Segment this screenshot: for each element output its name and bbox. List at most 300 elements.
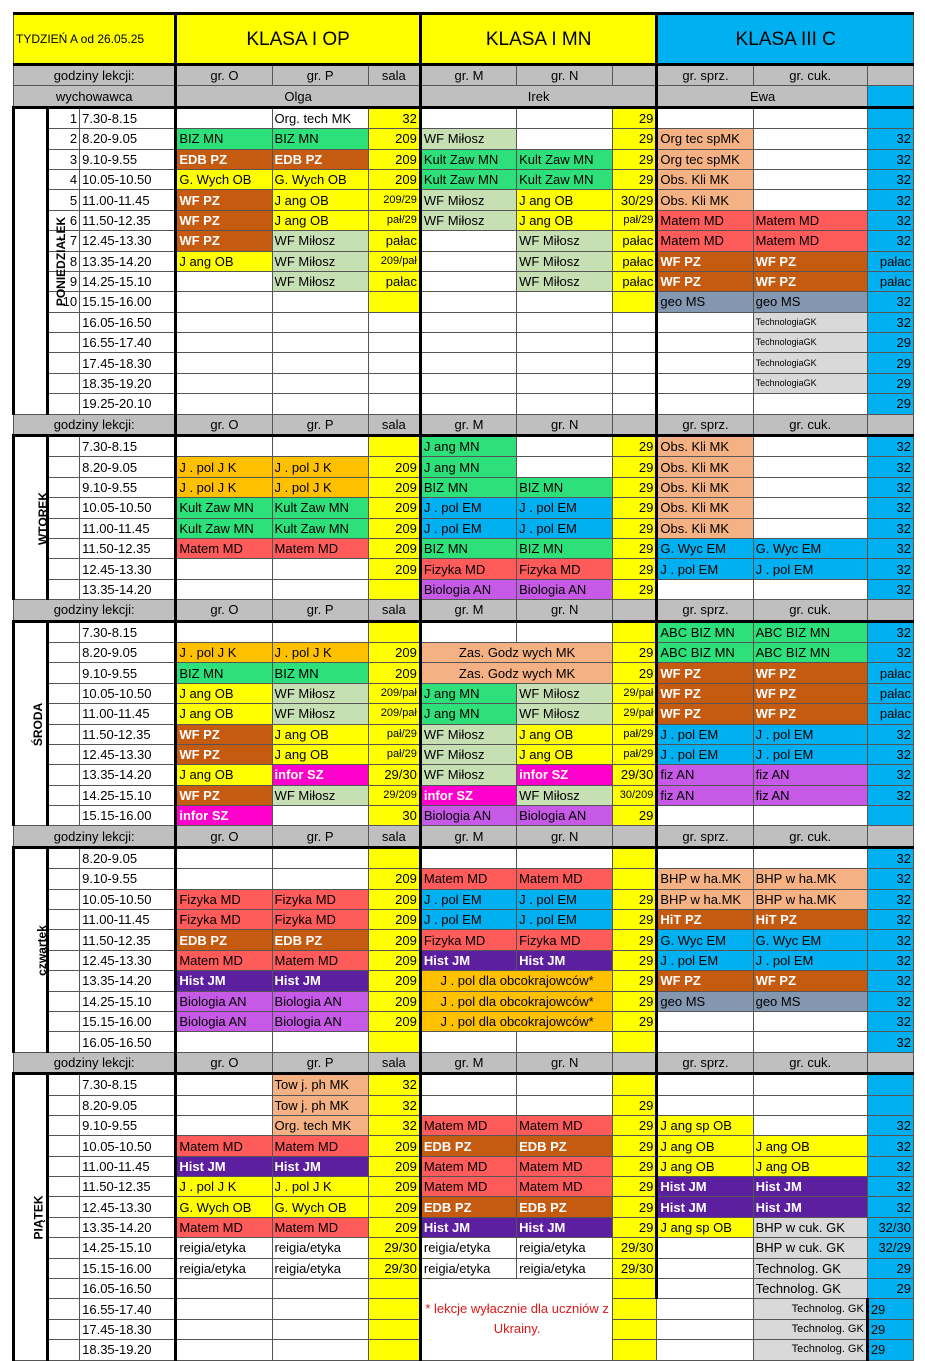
header-row: [14, 65, 914, 86]
subject-cell: [517, 847, 613, 868]
lesson-row: [14, 1197, 914, 1217]
subject-cell: [657, 1319, 753, 1339]
lesson-time: 11.00-11.45: [80, 518, 176, 538]
subject-cell: WF Miłosz: [517, 683, 613, 703]
room-cell: [613, 621, 657, 642]
group-header: gr. P: [272, 600, 368, 621]
subject-cell: J ang OB: [657, 1156, 753, 1176]
lesson-number: [48, 1095, 80, 1115]
room-cell: 32: [867, 292, 913, 312]
subject-cell: [272, 1319, 368, 1339]
subject-cell: Matem MD: [420, 869, 516, 889]
subject-cell: [176, 847, 272, 868]
subject-cell: Fizyka MD: [420, 559, 516, 579]
room-cell: [613, 312, 657, 332]
room-cell: [368, 394, 420, 414]
subject-cell: EDB PZ: [176, 930, 272, 950]
lesson-number: [48, 704, 80, 724]
subject-cell: Obs. Kli MK: [657, 498, 753, 518]
group-header: gr. M: [420, 600, 516, 621]
subject-cell: J . pol dla obcokrajowców*: [420, 1011, 612, 1031]
subject-cell: Obs. Kli MK: [657, 169, 753, 189]
group-header: gr. cuk.: [753, 600, 867, 621]
subject-cell: EDB PZ: [176, 149, 272, 169]
room-cell: 209: [368, 477, 420, 497]
subject-cell: EDB PZ: [517, 1136, 613, 1156]
subject-cell: Hist JM: [753, 1177, 867, 1197]
subject-cell: ABC BIZ MN: [657, 642, 753, 662]
subject-cell: J . pol J K: [176, 1177, 272, 1197]
group-header: [613, 826, 657, 847]
subject-cell: WF Miłosz: [517, 704, 613, 724]
subject-cell: [176, 1074, 272, 1095]
room-cell: pałac: [867, 251, 913, 271]
subject-cell: Fizyka MD: [420, 930, 516, 950]
lesson-number: [48, 889, 80, 909]
subject-cell: Matem MD: [420, 1156, 516, 1176]
day-label: [14, 436, 51, 600]
group-header: [867, 1052, 913, 1073]
subject-cell: J ang MN: [420, 436, 516, 457]
subject-cell: [176, 373, 272, 393]
lesson-row: [14, 806, 914, 826]
subject-cell: Biologia AN: [272, 1011, 368, 1031]
room-cell: 29: [613, 579, 657, 599]
lesson-time: 18.35-19.20: [80, 1340, 176, 1360]
group-header: gr. sprz.: [657, 65, 753, 86]
teacher-mn: Irek: [420, 86, 657, 107]
room-cell: [368, 847, 420, 868]
subject-cell: Matem MD: [753, 210, 867, 230]
subject-cell: [657, 806, 753, 826]
subject-cell: Zas. Godz wych MK: [420, 663, 612, 683]
lesson-time: 15.15-16.00: [80, 1258, 176, 1278]
footnote: * lekcje wyłacznie dla uczniów z Ukrainy.: [420, 1279, 612, 1361]
subject-cell: [517, 333, 613, 353]
lesson-row: [14, 1032, 914, 1052]
room-cell: 32: [867, 847, 913, 868]
subject-cell: WF Miłosz: [420, 129, 516, 149]
lesson-number: [48, 744, 80, 764]
room-cell: [867, 806, 913, 826]
lesson-row: [14, 1279, 914, 1299]
subject-cell: J . pol EM: [420, 910, 516, 930]
room-cell: 29/30: [368, 1238, 420, 1258]
lesson-time: 8.20-9.05: [80, 847, 176, 868]
group-header: [867, 826, 913, 847]
room-cell: 32: [867, 950, 913, 970]
lesson-number: [48, 1136, 80, 1156]
lesson-time: 14.25-15.10: [80, 271, 176, 291]
subject-cell: Kult Zaw MN: [176, 518, 272, 538]
subject-cell: Kult Zaw MN: [272, 518, 368, 538]
lesson-number: 6: [48, 210, 80, 230]
lesson-row: [14, 129, 914, 149]
lesson-number: 3: [48, 149, 80, 169]
lesson-time: 7.30-8.15: [80, 107, 176, 128]
subject-cell: J ang MN: [420, 683, 516, 703]
lesson-time: 8.20-9.05: [80, 1095, 176, 1115]
lesson-number: [48, 765, 80, 785]
subject-cell: J ang OB: [176, 683, 272, 703]
room-cell: [368, 333, 420, 353]
room-cell: [613, 1074, 657, 1095]
teacher-op: Olga: [176, 86, 421, 107]
lesson-number: [48, 910, 80, 930]
subject-cell: [176, 292, 272, 312]
room-cell: pałac: [613, 251, 657, 271]
room-cell: 209: [368, 910, 420, 930]
subject-cell: [272, 847, 368, 868]
room-cell: 29: [613, 1197, 657, 1217]
subject-cell: [272, 436, 368, 457]
room-cell: [613, 353, 657, 373]
subject-cell: J . pol J K: [272, 477, 368, 497]
subject-cell: WF PZ: [176, 190, 272, 210]
subject-cell: WF Miłosz: [272, 785, 368, 805]
subject-cell: [517, 394, 613, 414]
subject-cell: EDB PZ: [272, 149, 368, 169]
room-cell: 29: [613, 538, 657, 558]
lesson-row: [14, 1115, 914, 1135]
subject-cell: BIZ MN: [176, 129, 272, 149]
subject-cell: ABC BIZ MN: [657, 621, 753, 642]
subject-cell: [272, 394, 368, 414]
room-cell: 32: [867, 149, 913, 169]
subject-cell: Tow j. ph MK: [272, 1074, 368, 1095]
subject-cell: infor SZ: [517, 765, 613, 785]
subject-cell: J ang MN: [420, 704, 516, 724]
subject-cell: [272, 1279, 368, 1299]
room-cell: 32: [867, 1032, 913, 1052]
room-cell: pałac: [368, 231, 420, 251]
room-cell: 29: [613, 169, 657, 189]
subject-cell: [753, 1074, 867, 1095]
lesson-time: 17.45-18.30: [80, 353, 176, 373]
room-cell: 29: [613, 1217, 657, 1237]
room-cell: 32: [867, 765, 913, 785]
subject-cell: Technolog. GK: [753, 1279, 867, 1299]
subject-cell: [753, 498, 867, 518]
lesson-number: [48, 394, 80, 414]
group-header: gr. O: [176, 600, 272, 621]
subject-cell: Matem MD: [176, 538, 272, 558]
lesson-number: 8: [48, 251, 80, 271]
subject-cell: ABC BIZ MN: [753, 642, 867, 662]
lesson-time: 8.20-9.05: [80, 129, 176, 149]
lesson-number: [48, 1177, 80, 1197]
lesson-number: [48, 477, 80, 497]
lesson-number: [48, 971, 80, 991]
subject-cell: [420, 292, 516, 312]
lesson-time: 10.05-10.50: [80, 498, 176, 518]
subject-cell: TechnologiaGK: [753, 373, 867, 393]
subject-cell: fiz AN: [657, 785, 753, 805]
subject-cell: [657, 1011, 753, 1031]
subject-cell: Hist JM: [753, 1197, 867, 1217]
subject-cell: [420, 1074, 516, 1095]
subject-cell: WF Miłosz: [272, 271, 368, 291]
subject-cell: [176, 1095, 272, 1115]
room-cell: pałac: [867, 663, 913, 683]
subject-cell: [613, 1319, 657, 1339]
lesson-number: [48, 579, 80, 599]
lesson-number: [48, 1115, 80, 1135]
room-cell: 29: [613, 129, 657, 149]
lesson-number: 7: [48, 231, 80, 251]
subject-cell: J . pol J K: [272, 1177, 368, 1197]
lesson-time: 13.35-14.20: [80, 971, 176, 991]
subject-cell: Matem MD: [657, 210, 753, 230]
subject-cell: Matem MD: [272, 538, 368, 558]
subject-cell: [420, 373, 516, 393]
day-name: ŚRODA: [31, 702, 46, 746]
subject-cell: EDB PZ: [517, 1197, 613, 1217]
subject-cell: [420, 333, 516, 353]
lesson-row: [14, 518, 914, 538]
room-cell: 29: [613, 950, 657, 970]
group-header: gr. M: [420, 65, 516, 86]
subject-cell: [657, 1074, 753, 1095]
subject-cell: G. Wyc EM: [657, 538, 753, 558]
subject-cell: Biologia AN: [420, 579, 516, 599]
room-cell: pałac: [613, 271, 657, 291]
subject-cell: [657, 1095, 753, 1115]
lesson-time: 16.55-17.40: [80, 1299, 176, 1319]
subject-cell: J . pol J K: [176, 457, 272, 477]
group-header: [867, 65, 913, 86]
subject-cell: Fizyka MD: [176, 910, 272, 930]
room-cell: [613, 394, 657, 414]
room-cell: 29/30: [613, 1258, 657, 1278]
subject-cell: infor SZ: [176, 806, 272, 826]
lesson-row: [14, 353, 914, 373]
room-cell: 29: [867, 1279, 913, 1299]
subject-cell: BHP w ha.MK: [657, 889, 753, 909]
subject-cell: [272, 869, 368, 889]
subject-cell: Biologia AN: [517, 579, 613, 599]
lesson-time: 16.55-17.40: [80, 333, 176, 353]
day-name: czwartek: [34, 924, 49, 976]
lesson-number: [48, 1299, 80, 1319]
room-cell: 209: [368, 538, 420, 558]
subject-cell: Matem MD: [517, 1177, 613, 1197]
room-cell: 209/pał: [368, 704, 420, 724]
room-cell: [368, 1319, 420, 1339]
subject-cell: [517, 1095, 613, 1115]
room-cell: 32/30: [867, 1217, 913, 1237]
subject-cell: [420, 107, 516, 128]
subject-cell: [420, 251, 516, 271]
room-cell: 32: [867, 1115, 913, 1135]
lesson-time: 10.05-10.50: [80, 1136, 176, 1156]
lesson-row: [14, 477, 914, 497]
lesson-time: 14.25-15.10: [80, 785, 176, 805]
subject-cell: J ang OB: [176, 765, 272, 785]
subject-cell: [176, 621, 272, 642]
room-cell: 32: [867, 1136, 913, 1156]
subject-cell: Matem MD: [517, 1115, 613, 1135]
room-cell: 32: [867, 910, 913, 930]
subject-cell: [420, 847, 516, 868]
lesson-row: [14, 704, 914, 724]
subject-cell: J . pol EM: [420, 498, 516, 518]
room-cell: [368, 1279, 420, 1299]
lesson-time: 17.45-18.30: [80, 1319, 176, 1339]
subject-cell: Fizyka MD: [272, 910, 368, 930]
group-header: gr. P: [272, 414, 368, 435]
subject-cell: WF Miłosz: [420, 190, 516, 210]
subject-cell: [272, 373, 368, 393]
subject-cell: [753, 477, 867, 497]
lesson-time: 12.45-13.30: [80, 231, 176, 251]
lesson-time: 11.00-11.45: [80, 704, 176, 724]
subject-cell: J . pol EM: [517, 518, 613, 538]
lesson-time: 13.35-14.20: [80, 765, 176, 785]
subject-cell: J ang OB: [176, 704, 272, 724]
subject-cell: WF PZ: [657, 271, 753, 291]
room-cell: [867, 107, 913, 128]
subject-cell: [753, 1032, 867, 1052]
subject-cell: G. Wyc EM: [753, 930, 867, 950]
subject-cell: [272, 312, 368, 332]
subject-cell: [657, 394, 753, 414]
lesson-number: [48, 621, 80, 642]
subject-cell: Matem MD: [176, 1136, 272, 1156]
subject-cell: [176, 436, 272, 457]
subject-cell: [420, 1032, 516, 1052]
header-row: [14, 1052, 914, 1073]
subject-cell: J . pol EM: [657, 950, 753, 970]
subject-cell: [272, 1299, 368, 1319]
subject-cell: [657, 1340, 753, 1360]
subject-cell: [176, 271, 272, 291]
lesson-number: [48, 436, 80, 457]
room-cell: 29/pał: [613, 704, 657, 724]
room-cell: 32: [867, 889, 913, 909]
room-cell: 29: [613, 518, 657, 538]
subject-cell: [176, 1032, 272, 1052]
room-cell: 32: [867, 457, 913, 477]
subject-cell: Matem MD: [176, 950, 272, 970]
room-cell: 32: [867, 744, 913, 764]
room-cell: 209: [368, 1197, 420, 1217]
room-cell: 209: [368, 169, 420, 189]
lesson-number: [48, 312, 80, 332]
subject-cell: WF PZ: [657, 683, 753, 703]
lesson-number: [48, 353, 80, 373]
subject-cell: Biologia AN: [272, 991, 368, 1011]
subject-cell: geo MS: [657, 991, 753, 1011]
room-cell: 29: [613, 806, 657, 826]
room-cell: pałac: [613, 231, 657, 251]
room-cell: [368, 1032, 420, 1052]
subject-cell: EDB PZ: [272, 930, 368, 950]
lesson-row: [14, 1095, 914, 1115]
subject-cell: [272, 333, 368, 353]
room-cell: 209: [368, 663, 420, 683]
lesson-row: [14, 930, 914, 950]
room-cell: 32: [867, 210, 913, 230]
lesson-row: [14, 457, 914, 477]
subject-cell: WF Miłosz: [517, 251, 613, 271]
room-cell: 209/pał: [368, 683, 420, 703]
subject-cell: [517, 107, 613, 128]
group-header: gr. O: [176, 414, 272, 435]
room-cell: 29: [613, 663, 657, 683]
subject-cell: [753, 579, 867, 599]
subject-cell: 29: [867, 1340, 913, 1360]
subject-cell: WF Miłosz: [517, 271, 613, 291]
subject-cell: BHP w ha.MK: [753, 869, 867, 889]
lesson-time: 11.00-11.45: [80, 910, 176, 930]
room-cell: pał/29: [613, 210, 657, 230]
lesson-time: 9.10-9.55: [80, 1115, 176, 1135]
group-header: [613, 414, 657, 435]
subject-cell: fiz AN: [753, 785, 867, 805]
lesson-time: 12.45-13.30: [80, 950, 176, 970]
group-header: gr. cuk.: [753, 65, 867, 86]
subject-cell: J . pol EM: [420, 889, 516, 909]
room-cell: Technolog. GK: [753, 1319, 867, 1339]
room-cell: 209: [368, 559, 420, 579]
lesson-time: 7.30-8.15: [80, 621, 176, 642]
subject-cell: J ang sp OB: [657, 1115, 753, 1135]
room-cell: 32: [867, 1011, 913, 1031]
lesson-number: [48, 1238, 80, 1258]
room-cell: [867, 1095, 913, 1115]
lesson-time: 11.50-12.35: [80, 724, 176, 744]
room-cell: 29: [613, 477, 657, 497]
subject-cell: [420, 231, 516, 251]
subject-cell: [272, 1340, 368, 1360]
group-header: sala: [368, 826, 420, 847]
subject-cell: G. Wych OB: [272, 1197, 368, 1217]
subject-cell: reigia/etyka: [272, 1258, 368, 1278]
lesson-number: 4: [48, 169, 80, 189]
subject-cell: geo MS: [657, 292, 753, 312]
subject-cell: [657, 1258, 753, 1278]
subject-cell: Biologia AN: [176, 1011, 272, 1031]
lesson-time: 13.35-14.20: [80, 251, 176, 271]
room-cell: 32: [867, 436, 913, 457]
lesson-row: [14, 1136, 914, 1156]
subject-cell: BHP w cuk. GK: [753, 1238, 867, 1258]
subject-cell: J . pol EM: [517, 889, 613, 909]
room-cell: 209: [368, 1177, 420, 1197]
subject-cell: Obs. Kli MK: [657, 190, 753, 210]
subject-cell: WF Miłosz: [517, 785, 613, 805]
lesson-number: [48, 1217, 80, 1237]
subject-cell: ABC BIZ MN: [753, 621, 867, 642]
room-cell: pałac: [867, 271, 913, 291]
room-cell: 29/30: [368, 1258, 420, 1278]
subject-cell: BIZ MN: [272, 129, 368, 149]
room-cell: pałac: [867, 683, 913, 703]
lesson-row: [14, 744, 914, 764]
subject-cell: [272, 292, 368, 312]
lesson-row: [14, 1156, 914, 1176]
subject-cell: [176, 333, 272, 353]
room-cell: 32: [867, 231, 913, 251]
room-cell: Technolog. GK: [753, 1299, 867, 1319]
subject-cell: Hist JM: [272, 1156, 368, 1176]
lesson-row: [14, 765, 914, 785]
group-header: [613, 1052, 657, 1073]
subject-cell: [657, 1238, 753, 1258]
room-cell: 209/29: [368, 190, 420, 210]
room-cell: 29: [613, 991, 657, 1011]
